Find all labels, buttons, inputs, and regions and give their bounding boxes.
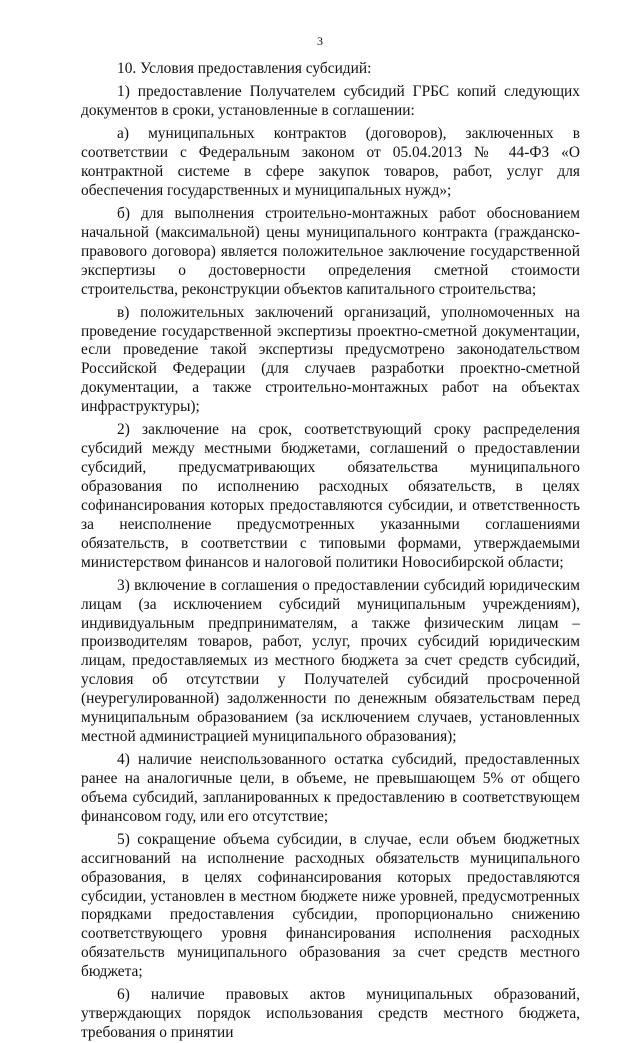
- document-body: [81, 0, 580, 1043]
- paragraph-condition-6: 6) наличие правовых актов муниципальных образований, утверждающих порядок использования средств местного бюджета, требования о принятии: [81, 986, 580, 1042]
- paragraph-subitem-v: в) положительных заключений организаций, уполномоченных на проведение государственной экспертизы проектно-сметной документации, если проведение такой экспертизы предусмотрено законодательством Российской Федерации (для случаев разработки проектно-сметной документации, а также строительно-монтажных работ на объектах инфраструктуры);: [81, 303, 580, 416]
- paragraph-condition-2: 2) заключение на срок, соответствующий сроку распределения субсидий между местными бюджетами, соглашений о предоставлении субсидий, предусматривающих обязательства муниципального образования по исполнению расходных обязательств, в целях софинансирования которых предоставляются субсидии, и ответственность за неисполнение предусмотренных указанными соглашениями обязательств, в соответствии с типовыми формами, утверждаемыми министерством финансов и налоговой политики Новосибирской области;: [81, 421, 580, 571]
- paragraph-subitem-b: б) для выполнения строительно-монтажных работ обоснованием начальной (максимальной) цены муниципального контракта (гражданско-правового договора) является положительное заключение государственной экспертизы о достоверности определения сметной стоимости строительства, реконструкции объектов капитального строительства;: [81, 204, 580, 298]
- paragraph-condition-4: 4) наличие неиспользованного остатка субсидий, предоставленных ранее на аналогичные цели, в объеме, не превышающем 5% от общего объема субсидий, запланированных к предоставлению в соответствующем финансовом году, или его отсутствие;: [81, 751, 580, 825]
- paragraph-condition-5: 5) сокращение объема субсидии, в случае, если объем бюджетных ассигнований на исполнение расходных обязательств муниципального образования, в целях софинансирования которых предоставляются субсидии, установлен в местном бюджете ниже уровней, предусмотренных порядками предоставления субсидии, пропорционально снижению соответствующего уровня финансирования исполнения расходных обязательств муниципального образования за счет средств местного бюджета;: [81, 830, 580, 981]
- paragraph-subitem-a: а) муниципальных контрактов (договоров), заключенных в соответствии с Федеральным законом от 05.04.2013 № 44-ФЗ «О контрактной системе в сфере закупок товаров, работ, услуг для обеспечения государственных и муниципальных нужд»;: [81, 125, 580, 199]
- page-number: 3: [317, 34, 323, 48]
- section-heading: 10. Условия предоставления субсидий:: [117, 60, 372, 77]
- paragraph-condition-3: 3) включение в соглашения о предоставлении субсидий юридическим лицам (за исключением субсидий муниципальным учреждениям), индивидуальным предпринимателям, а также физическим лицам – производителям товаров, работ, услуг, прочих субсидий юридическим лицам, предоставляемых из местного бюджета за счет средств субсидий, условия об отсутствии у Получателей субсидий просроченной (неурегулированной) задолженности по денежным обязательствам перед муниципальным образованием (за исключением случаев, установленных местной администрацией муниципального образования);: [81, 576, 580, 745]
- paragraph-condition-1: 1) предоставление Получателем субсидий ГРБС копий следующих документов в сроки, установленные в соглашении:: [81, 83, 580, 119]
